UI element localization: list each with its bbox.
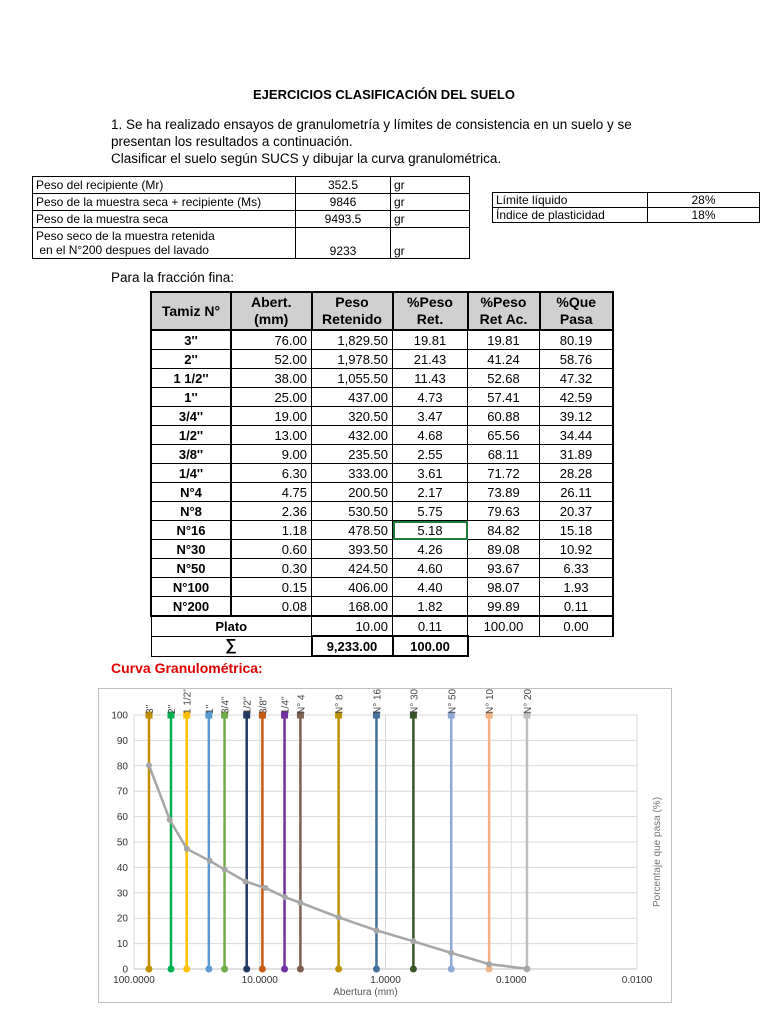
sample-unit: gr bbox=[391, 194, 470, 211]
y-tick-label: 70 bbox=[116, 786, 128, 798]
table-cell: 10.92 bbox=[540, 540, 614, 559]
sieve-name-cell: N°16 bbox=[151, 521, 231, 540]
table-cell: 19.00 bbox=[231, 407, 312, 426]
table-cell: 1.82 bbox=[393, 597, 468, 617]
table-cell: 424.50 bbox=[312, 559, 393, 578]
table-cell: 79.63 bbox=[468, 502, 540, 521]
sample-value: 9233 bbox=[296, 228, 391, 259]
sieve-line-marker bbox=[410, 966, 417, 973]
data-point bbox=[184, 846, 190, 852]
sieve-name-cell: 1 1/2'' bbox=[151, 369, 231, 388]
table-cell: 15.18 bbox=[540, 521, 614, 540]
y-tick-label: 30 bbox=[116, 888, 128, 900]
table-cell: 0.08 bbox=[231, 597, 312, 617]
table-cell: 6.30 bbox=[231, 464, 312, 483]
table-row bbox=[151, 483, 613, 502]
sieve-header-line: %Peso bbox=[480, 294, 527, 310]
table-cell: 320.50 bbox=[312, 407, 393, 426]
sieve-line-label: N° 4 bbox=[296, 694, 308, 714]
table-row bbox=[151, 578, 613, 597]
table-cell: 530.50 bbox=[312, 502, 393, 521]
table-row bbox=[151, 464, 613, 483]
data-point bbox=[410, 938, 416, 944]
table-row bbox=[151, 369, 613, 388]
table-cell: 84.82 bbox=[468, 521, 540, 540]
sieve-line-label: N° 8 bbox=[334, 694, 346, 714]
table-cell: 34.44 bbox=[540, 426, 614, 445]
table-cell: 2.55 bbox=[393, 445, 468, 464]
table-cell: 393.50 bbox=[312, 540, 393, 559]
table-cell: 2.17 bbox=[393, 483, 468, 502]
data-point bbox=[146, 762, 152, 768]
table-cell: 21.43 bbox=[393, 350, 468, 369]
sieve-header-line: Ret. bbox=[416, 311, 444, 327]
table-row bbox=[151, 350, 613, 369]
sum-pct: 100.00 bbox=[393, 636, 468, 656]
y-tick-label: 40 bbox=[116, 862, 128, 874]
table-cell: 0.15 bbox=[231, 578, 312, 597]
problem-statement-line-1: 1. Se ha realizado ensayos de granulometría y límites de consistencia en un suelo y se bbox=[111, 117, 632, 132]
table-cell: 41.24 bbox=[468, 350, 540, 369]
sieve-header-line: Peso bbox=[335, 294, 369, 310]
table-cell: 58.76 bbox=[540, 350, 614, 369]
sieve-line-marker bbox=[167, 966, 174, 973]
sieve-line-label: N° 100 bbox=[485, 689, 497, 714]
sieve-line-marker bbox=[259, 966, 266, 973]
sample-row bbox=[33, 228, 470, 259]
table-row bbox=[151, 388, 613, 407]
sieve-header-cell bbox=[540, 292, 614, 330]
table-cell: 71.72 bbox=[468, 464, 540, 483]
sieve-line-marker bbox=[373, 966, 380, 973]
sample-label-line-2: en el N°200 despues del lavado bbox=[36, 243, 209, 257]
sieve-header-line: (mm) bbox=[254, 311, 289, 327]
sieve-header-line: Abert. bbox=[251, 294, 292, 310]
problem-statement-line-2: presentan los resultados a continuación. bbox=[111, 134, 353, 149]
grain-size-chart-svg bbox=[99, 689, 671, 1002]
sieve-header-line: %Que bbox=[556, 294, 597, 310]
sieve-header-line: Pasa bbox=[559, 311, 593, 327]
table-cell: 5.18 bbox=[393, 521, 468, 540]
sieve-name-cell: N°4 bbox=[151, 483, 231, 502]
data-point bbox=[263, 885, 269, 891]
table-row bbox=[151, 597, 613, 617]
table-cell: 1,829.50 bbox=[312, 330, 393, 350]
data-point bbox=[242, 879, 248, 885]
sieve-line-label: N° 50 bbox=[447, 689, 459, 714]
table-row bbox=[151, 407, 613, 426]
table-cell: 437.00 bbox=[312, 388, 393, 407]
sieve-table-body bbox=[151, 330, 613, 656]
table-row bbox=[151, 559, 613, 578]
sieve-header-cell bbox=[393, 292, 468, 330]
sample-weights-table bbox=[32, 176, 470, 259]
sample-label: Peso de la muestra seca bbox=[33, 211, 296, 228]
sum-peso: 9,233.00 bbox=[312, 636, 393, 656]
empty-cell bbox=[540, 636, 614, 656]
sieve-name-cell: 1'' bbox=[151, 388, 231, 407]
sieve-line-label: 2'' bbox=[166, 704, 178, 714]
table-cell: 0.60 bbox=[231, 540, 312, 559]
table-cell: 89.08 bbox=[468, 540, 540, 559]
table-cell: 333.00 bbox=[312, 464, 393, 483]
curve-title: Curva Granulométrica: bbox=[111, 660, 263, 676]
sieve-header-cell bbox=[231, 292, 312, 330]
sieve-line-marker bbox=[145, 966, 152, 973]
table-cell: 13.00 bbox=[231, 426, 312, 445]
sieve-name-cell: 2'' bbox=[151, 350, 231, 369]
table-row bbox=[151, 521, 613, 540]
table-row bbox=[151, 540, 613, 559]
sieve-line-marker bbox=[281, 966, 288, 973]
table-cell: 1,978.50 bbox=[312, 350, 393, 369]
table-cell: 60.88 bbox=[468, 407, 540, 426]
fine-fraction-label: Para la fracción fina: bbox=[111, 270, 235, 285]
table-cell: 52.00 bbox=[231, 350, 312, 369]
sieve-name-cell: 3/4'' bbox=[151, 407, 231, 426]
sieve-line-label: N° 30 bbox=[409, 689, 421, 714]
sieve-header-cell bbox=[151, 292, 231, 330]
sieve-name-cell: 1/4'' bbox=[151, 464, 231, 483]
table-cell: 406.00 bbox=[312, 578, 393, 597]
y-tick-label: 10 bbox=[116, 939, 128, 951]
table-cell: 4.68 bbox=[393, 426, 468, 445]
limit-value: 28% bbox=[648, 193, 760, 208]
sieve-header-line: Ret Ac. bbox=[479, 311, 528, 327]
data-point bbox=[448, 950, 454, 956]
table-cell: 168.00 bbox=[312, 597, 393, 617]
table-row bbox=[151, 502, 613, 521]
consistency-limits-table bbox=[492, 192, 760, 223]
table-cell: 3.61 bbox=[393, 464, 468, 483]
sample-label bbox=[33, 228, 296, 259]
table-cell: 432.00 bbox=[312, 426, 393, 445]
table-cell: 76.00 bbox=[231, 330, 312, 350]
table-row bbox=[151, 445, 613, 464]
table-cell: 1.18 bbox=[231, 521, 312, 540]
table-cell: 80.19 bbox=[540, 330, 614, 350]
table-cell: 19.81 bbox=[468, 330, 540, 350]
table-cell: 38.00 bbox=[231, 369, 312, 388]
y-tick-label: 100 bbox=[111, 710, 128, 722]
data-point bbox=[336, 914, 342, 920]
sieve-line-marker bbox=[297, 966, 304, 973]
y-axis-title: Porcentaje que pasa (%) bbox=[652, 796, 663, 908]
sieve-name-cell: N°8 bbox=[151, 502, 231, 521]
table-row bbox=[151, 330, 613, 350]
limit-row bbox=[493, 208, 760, 223]
sieve-header-cell bbox=[468, 292, 540, 330]
table-cell: 28.28 bbox=[540, 464, 614, 483]
table-cell: 6.33 bbox=[540, 559, 614, 578]
sieve-name-cell: 3'' bbox=[151, 330, 231, 350]
table-cell: 11.43 bbox=[393, 369, 468, 388]
table-cell: 0.11 bbox=[393, 616, 468, 636]
sieve-name-cell: N°200 bbox=[151, 597, 231, 617]
table-cell: 235.50 bbox=[312, 445, 393, 464]
table-cell: 2.36 bbox=[231, 502, 312, 521]
limit-row bbox=[493, 193, 760, 208]
sieve-line-label: N° 16 bbox=[372, 689, 384, 714]
table-cell: 0.11 bbox=[540, 597, 614, 617]
table-cell: 200.50 bbox=[312, 483, 393, 502]
table-cell: 65.56 bbox=[468, 426, 540, 445]
data-point bbox=[524, 966, 530, 972]
table-cell: 73.89 bbox=[468, 483, 540, 502]
sample-unit: gr bbox=[391, 228, 470, 259]
x-tick-label: 1.0000 bbox=[370, 975, 401, 986]
sample-unit: gr bbox=[391, 177, 470, 194]
sieve-line-label: 1/4'' bbox=[280, 696, 292, 714]
sieve-name-cell: N°30 bbox=[151, 540, 231, 559]
sample-row bbox=[33, 194, 470, 211]
y-tick-label: 60 bbox=[116, 812, 128, 824]
limit-label: Índice de plasticidad bbox=[493, 208, 648, 223]
y-tick-label: 90 bbox=[116, 735, 128, 747]
x-tick-label: 0.1000 bbox=[495, 975, 527, 986]
sieve-line-label: 1/2'' bbox=[242, 696, 254, 714]
sieve-name-cell: 3/8'' bbox=[151, 445, 231, 464]
sum-row bbox=[151, 636, 613, 656]
x-tick-label: 100.0000 bbox=[113, 975, 155, 986]
y-tick-label: 50 bbox=[116, 837, 128, 849]
problem-statement-line-3: Clasificar el suelo según SUCS y dibujar la curva granulométrica. bbox=[111, 151, 502, 166]
sieve-name-cell: N°50 bbox=[151, 559, 231, 578]
table-cell: 1.93 bbox=[540, 578, 614, 597]
data-point bbox=[282, 894, 288, 900]
table-cell: 42.59 bbox=[540, 388, 614, 407]
limit-label: Límite líquido bbox=[493, 193, 648, 208]
sieve-line-marker bbox=[183, 966, 190, 973]
data-point bbox=[207, 858, 213, 864]
sample-label: Peso del recipiente (Mr) bbox=[33, 177, 296, 194]
table-cell: 68.11 bbox=[468, 445, 540, 464]
sample-value: 9846 bbox=[296, 194, 391, 211]
table-cell: 4.75 bbox=[231, 483, 312, 502]
sieve-header-line: Retenido bbox=[322, 311, 382, 327]
table-cell: 52.68 bbox=[468, 369, 540, 388]
sieve-name-cell: N°100 bbox=[151, 578, 231, 597]
data-point bbox=[167, 817, 173, 823]
y-tick-label: 80 bbox=[116, 761, 128, 773]
sieve-line-marker bbox=[243, 966, 250, 973]
sample-value: 352.5 bbox=[296, 177, 391, 194]
x-tick-label: 10.0000 bbox=[241, 975, 278, 986]
sample-value: 9493.5 bbox=[296, 211, 391, 228]
table-cell: 19.81 bbox=[393, 330, 468, 350]
sieve-line-marker bbox=[205, 966, 212, 973]
limit-value: 18% bbox=[648, 208, 760, 223]
document-title: EJERCICIOS CLASIFICACIÓN DEL SUELO bbox=[253, 87, 515, 102]
plato-label: Plato bbox=[151, 616, 312, 636]
grain-size-chart bbox=[98, 688, 672, 1003]
sieve-line-marker bbox=[335, 966, 342, 973]
table-cell: 20.37 bbox=[540, 502, 614, 521]
table-cell: 4.40 bbox=[393, 578, 468, 597]
sieve-header-line: Tamiz N° bbox=[161, 302, 221, 319]
y-tick-label: 20 bbox=[116, 913, 128, 925]
data-point bbox=[297, 900, 303, 906]
table-cell: 25.00 bbox=[231, 388, 312, 407]
sieve-analysis-table bbox=[150, 291, 614, 657]
table-cell: 47.32 bbox=[540, 369, 614, 388]
sieve-header-cell bbox=[312, 292, 393, 330]
sample-label: Peso de la muestra seca + recipiente (Ms) bbox=[33, 194, 296, 211]
table-cell: 4.60 bbox=[393, 559, 468, 578]
table-cell: 39.12 bbox=[540, 407, 614, 426]
x-axis-title: Abertura (mm) bbox=[333, 987, 398, 998]
data-point bbox=[486, 961, 492, 967]
sieve-line-label: 1'' bbox=[204, 704, 216, 714]
table-cell: 1,055.50 bbox=[312, 369, 393, 388]
y-tick-label: 0 bbox=[122, 964, 128, 976]
sieve-line-marker bbox=[448, 966, 455, 973]
sum-symbol: ∑ bbox=[151, 636, 312, 656]
sieve-line-marker bbox=[221, 966, 228, 973]
sieve-table-header bbox=[151, 292, 613, 330]
table-cell: 31.89 bbox=[540, 445, 614, 464]
table-row bbox=[151, 426, 613, 445]
sieve-line-label: 1 1/2'' bbox=[182, 689, 194, 714]
table-cell: 93.67 bbox=[468, 559, 540, 578]
table-cell: 57.41 bbox=[468, 388, 540, 407]
empty-cell bbox=[468, 636, 540, 656]
table-cell: 0.30 bbox=[231, 559, 312, 578]
table-cell: 3.47 bbox=[393, 407, 468, 426]
table-cell: 5.75 bbox=[393, 502, 468, 521]
sample-unit: gr bbox=[391, 211, 470, 228]
sample-label-line-1: Peso seco de la muestra retenida bbox=[36, 229, 215, 243]
table-cell: 98.07 bbox=[468, 578, 540, 597]
sieve-line-label: 3'' bbox=[144, 704, 156, 714]
sample-row bbox=[33, 211, 470, 228]
plato-row bbox=[151, 616, 613, 636]
sieve-name-cell: 1/2'' bbox=[151, 426, 231, 445]
sieve-line-label: 3/8'' bbox=[258, 696, 270, 714]
sieve-line-label: 3/4'' bbox=[220, 696, 232, 714]
sieve-line-label: N° 200 bbox=[522, 689, 534, 714]
sample-row bbox=[33, 177, 470, 194]
table-cell: 0.00 bbox=[540, 616, 614, 636]
table-cell: 10.00 bbox=[312, 616, 393, 636]
table-cell: 26.11 bbox=[540, 483, 614, 502]
data-point bbox=[373, 927, 379, 933]
table-cell: 4.73 bbox=[393, 388, 468, 407]
table-cell: 478.50 bbox=[312, 521, 393, 540]
x-tick-label: 0.0100 bbox=[621, 975, 653, 986]
table-cell: 4.26 bbox=[393, 540, 468, 559]
table-cell: 100.00 bbox=[468, 616, 540, 636]
table-cell: 99.89 bbox=[468, 597, 540, 617]
table-cell: 9.00 bbox=[231, 445, 312, 464]
data-point bbox=[222, 867, 228, 873]
sieve-header-line: %Peso bbox=[407, 294, 453, 310]
